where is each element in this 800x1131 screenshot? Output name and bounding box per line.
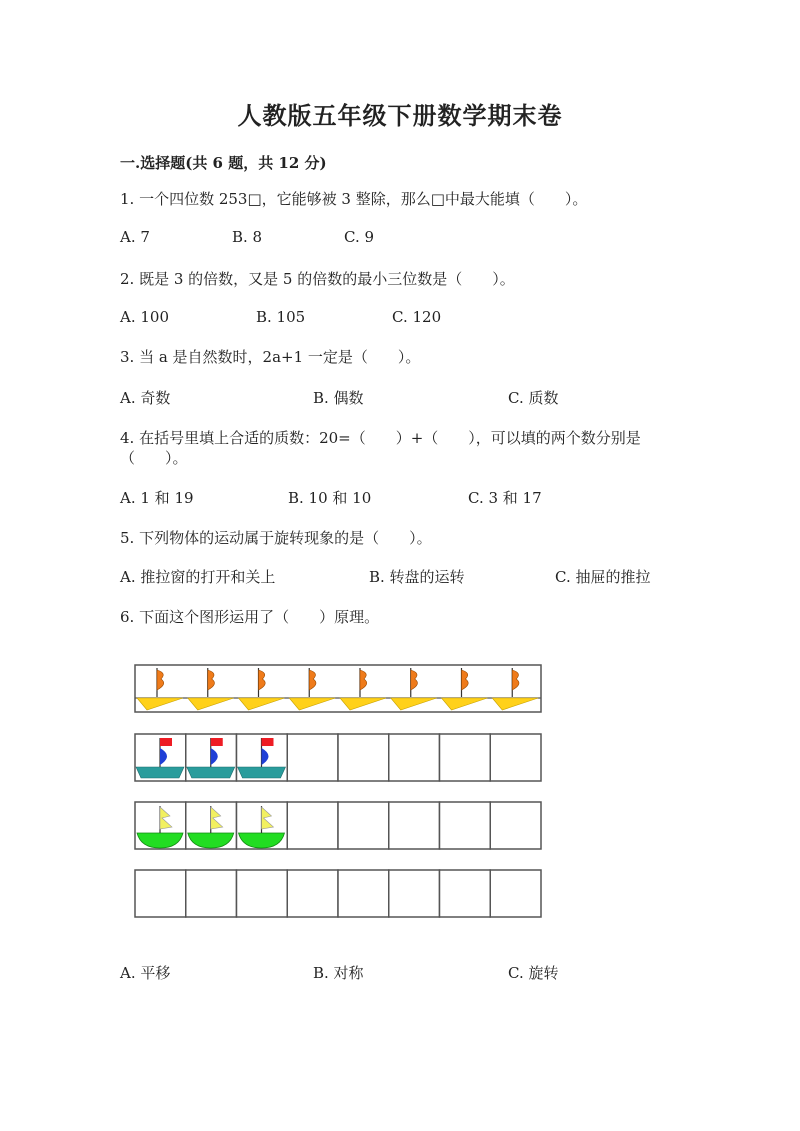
q3-option-a[interactable]: A. 奇数 bbox=[120, 389, 171, 407]
section-heading: 一.选择题(共 6 题，共 12 分) bbox=[120, 154, 327, 172]
q1-option-b[interactable]: B. 8 bbox=[232, 228, 263, 246]
question-1: 1. 一个四位数 253□，它能够被 3 整除，那么□中最大能填（ ）。 bbox=[120, 190, 588, 208]
grid-box bbox=[186, 870, 237, 917]
grid-box bbox=[440, 870, 491, 917]
grid-box bbox=[490, 734, 541, 781]
row-blue-boats bbox=[135, 734, 541, 781]
q6-option-c[interactable]: C. 旋转 bbox=[508, 964, 559, 982]
grid-box bbox=[338, 734, 389, 781]
q5-option-b[interactable]: B. 转盘的运转 bbox=[369, 568, 465, 586]
row-orange-flags bbox=[135, 665, 541, 712]
q5-option-c[interactable]: C. 抽屉的推拉 bbox=[555, 568, 651, 586]
q4-option-b[interactable]: B. 10 和 10 bbox=[288, 489, 372, 507]
q4-option-c[interactable]: C. 3 和 17 bbox=[468, 489, 542, 507]
pattern-figure bbox=[130, 660, 550, 920]
question-4: 4. 在括号里填上合适的质数：20=（ ）+（ ），可以填的两个数分别是 bbox=[120, 429, 641, 447]
teal-hull bbox=[136, 767, 184, 778]
q2-option-c[interactable]: C. 120 bbox=[392, 308, 442, 326]
q6-option-a[interactable]: A. 平移 bbox=[120, 964, 171, 982]
q1-option-c[interactable]: C. 9 bbox=[344, 228, 375, 246]
grid-box bbox=[389, 734, 440, 781]
teal-hull bbox=[187, 767, 235, 778]
question-4-continued: （ ）。 bbox=[120, 449, 188, 467]
row-empty-boxes bbox=[135, 870, 541, 917]
q3-option-b[interactable]: B. 偶数 bbox=[313, 389, 364, 407]
grid-box bbox=[338, 802, 389, 849]
page-title: 人教版五年级下册数学期末卷 bbox=[237, 101, 563, 130]
grid-box bbox=[389, 802, 440, 849]
grid-box bbox=[389, 870, 440, 917]
q2-option-a[interactable]: A. 100 bbox=[120, 308, 169, 326]
q4-option-a[interactable]: A. 1 和 19 bbox=[120, 489, 194, 507]
question-2: 2. 既是 3 的倍数，又是 5 的倍数的最小三位数是（ ）。 bbox=[120, 270, 515, 288]
grid-box bbox=[440, 802, 491, 849]
teal-hull bbox=[238, 767, 286, 778]
red-flag bbox=[160, 738, 172, 746]
grid-box bbox=[490, 870, 541, 917]
question-6: 6. 下面这个图形运用了（ ）原理。 bbox=[120, 608, 380, 626]
question-3: 3. 当 a 是自然数时，2a+1 一定是（ ）。 bbox=[120, 348, 421, 366]
q2-option-b[interactable]: B. 105 bbox=[256, 308, 306, 326]
q6-option-b[interactable]: B. 对称 bbox=[313, 964, 364, 982]
red-flag bbox=[211, 738, 223, 746]
question-5: 5. 下列物体的运动属于旋转现象的是（ ）。 bbox=[120, 529, 432, 547]
red-flag bbox=[262, 738, 274, 746]
grid-box bbox=[338, 870, 389, 917]
q1-option-a[interactable]: A. 7 bbox=[120, 228, 150, 246]
grid-box bbox=[287, 870, 338, 917]
q3-option-c[interactable]: C. 质数 bbox=[508, 389, 559, 407]
grid-box bbox=[287, 802, 338, 849]
grid-box bbox=[440, 734, 491, 781]
grid-box bbox=[237, 870, 288, 917]
grid-box bbox=[287, 734, 338, 781]
grid-box bbox=[135, 870, 186, 917]
q5-option-a[interactable]: A. 推拉窗的打开和关上 bbox=[120, 568, 276, 586]
row-green-boats bbox=[135, 802, 541, 849]
grid-box bbox=[490, 802, 541, 849]
